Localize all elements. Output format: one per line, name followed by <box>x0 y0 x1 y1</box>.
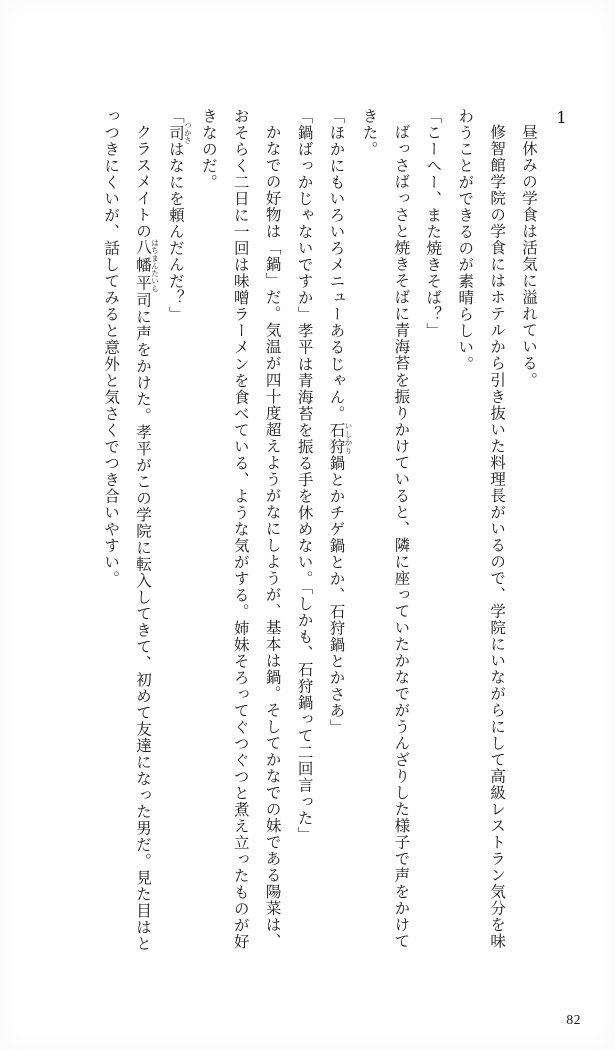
paragraph-9: クラスメイトの八幡平はちまんたいら司に声をかけた。孝平がこの学院に転入してきて、初めて友達になった男だ。見た目はとっつきにくいが、話してみると意外と気さくでつき合いやすい。 <box>102 108 160 952</box>
paragraph-8-dialogue: 「司つかさはなにを頼んだんだ？」 <box>166 108 193 323</box>
paragraph-6-dialogue: 「鍋ばっかじゃないですか」孝平は青海苔を振る手を休めない。「しかも、石狩鍋って二回言った」 <box>295 108 314 844</box>
ruby-annotation: 八幡平はちまんたいら <box>133 238 160 292</box>
paragraph-5-dialogue: 「ほかにもいろいろメニューあるじゃん。石狩いしかり鍋とかチゲ鍋とか、石狩鍋とかさあ」 <box>327 108 354 736</box>
page-number: 82 <box>566 1012 581 1027</box>
ruby-reading: いしかり <box>344 421 354 455</box>
chapter-number: 1 <box>552 108 571 131</box>
ruby-reading: つかさ <box>183 121 193 145</box>
paragraph-2: 修智館学院の学食にはホテルから引き抜いた料理長がいるので、学院にいながらにして高級レストラン気分を味わうことができるのが素晴らしい。 <box>456 108 507 949</box>
page-text-body <box>56 108 577 960</box>
paragraph-1: 昼休みの学食は活気に溢れている。 <box>520 123 539 388</box>
ruby-annotation: 石狩いしかり <box>327 421 354 455</box>
ruby-annotation: 司つかさ <box>166 121 193 145</box>
paragraph-3-dialogue: 「こーへー、また焼きそば？」 <box>424 108 443 340</box>
ruby-reading: はちまんたいら <box>150 238 160 292</box>
paragraph-4: ばっさばっさと焼きそばに青海苔を振りかけていると、隣に座っていたかなでがうんざりした様子で声をかけてきた。 <box>360 108 411 949</box>
paragraph-7: かなでの好物は「鍋」だ。気温が四十度超えようがなにしようが、基本は鍋。そしてかなでの妹である陽菜は、おそらく二日に一回は味噌ラーメンを食べている、ような気がする。姉妹そろってぐつぐつと煮え立ったものが好きなのだ。 <box>199 108 282 950</box>
